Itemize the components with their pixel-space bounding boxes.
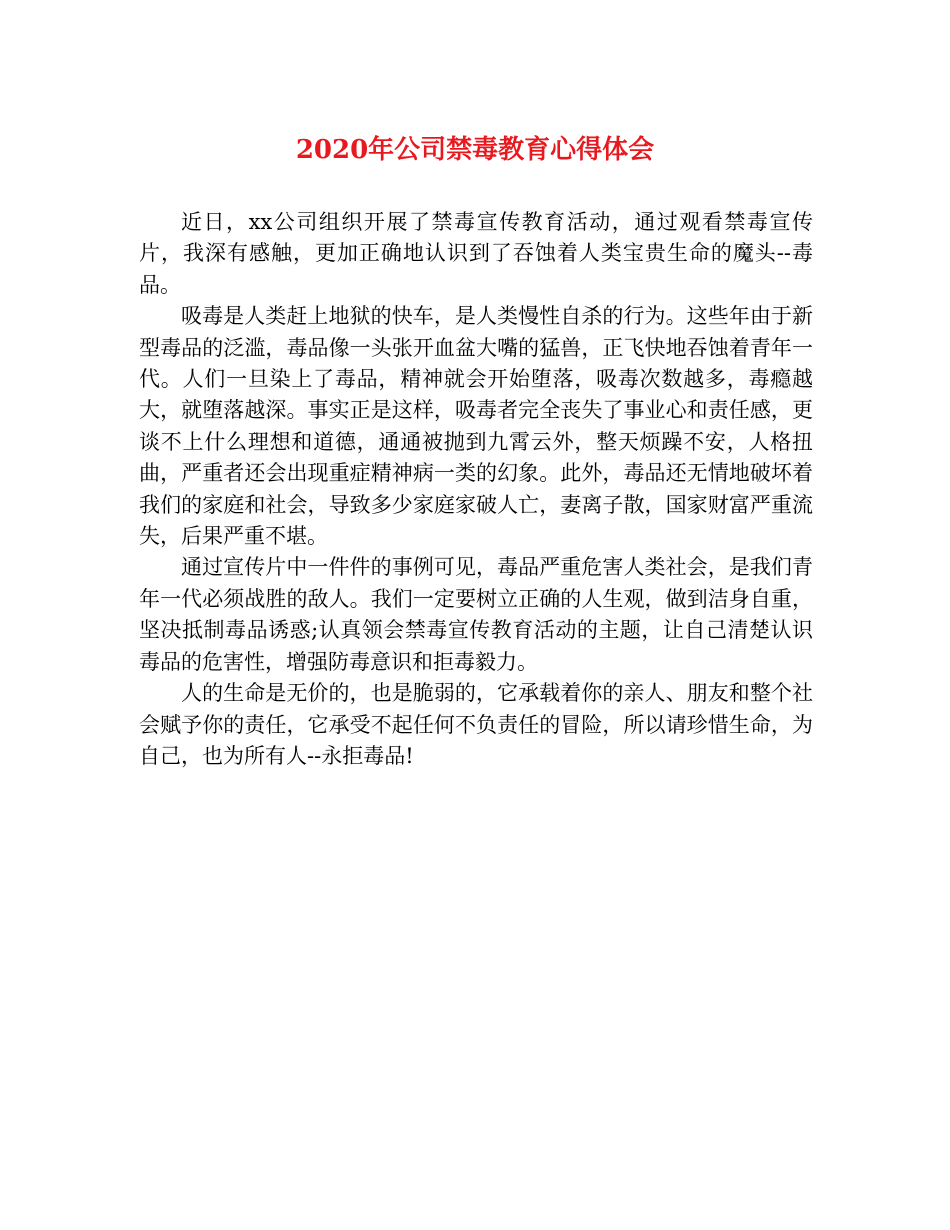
paragraph-intro: 近日，xx公司组织开展了禁毒宣传教育活动，通过观看禁毒宣传片，我深有感触，更加正确地认识到了吞蚀着人类宝贵生命的魔头--毒品。: [139, 210, 813, 297]
paragraph-conclusion: 人的生命是无价的，也是脆弱的，它承载着你的亲人、朋友和整个社会赋予你的责任，它承受不起任何不负责任的冒险，所以请珍惜生命，为自己，也为所有人--永拒毒品!: [139, 681, 813, 768]
document-title: 2020年公司禁毒教育心得体会: [295, 135, 655, 165]
paragraph-harm: 吸毒是人类赶上地狱的快车，是人类慢性自杀的行为。这些年由于新型毒品的泛滥，毒品像一头张开血盆大嘴的猛兽，正飞快地吞蚀着青年一代。人们一旦染上了毒品，精神就会开始堕落，吸毒次数越多，毒瘾越大，就堕落越深。事实正是这样，吸毒者完全丧失了事业心和责任感，更谈不上什么理想和道德，通通被抛到九霄云外，整天烦躁不安，人格扭曲，严重者还会出现重症精神病一类的幻象。此外，毒品还无情地破坏着我们的家庭和社会，导致多少家庭家破人亡，妻离子散，国家财富严重流失，后果严重不堪。: [139, 304, 813, 549]
paragraph-resolve: 通过宣传片中一件件的事例可见，毒品严重危害人类社会，是我们青年一代必须战胜的敌人。我们一定要树立正确的人生观，做到洁身自重，坚决抵制毒品诱惑;认真领会禁毒宣传教育活动的主题，让自己清楚认识毒品的危害性，增强防毒意识和拒毒毅力。: [139, 555, 813, 674]
document-body: [139, 207, 813, 772]
